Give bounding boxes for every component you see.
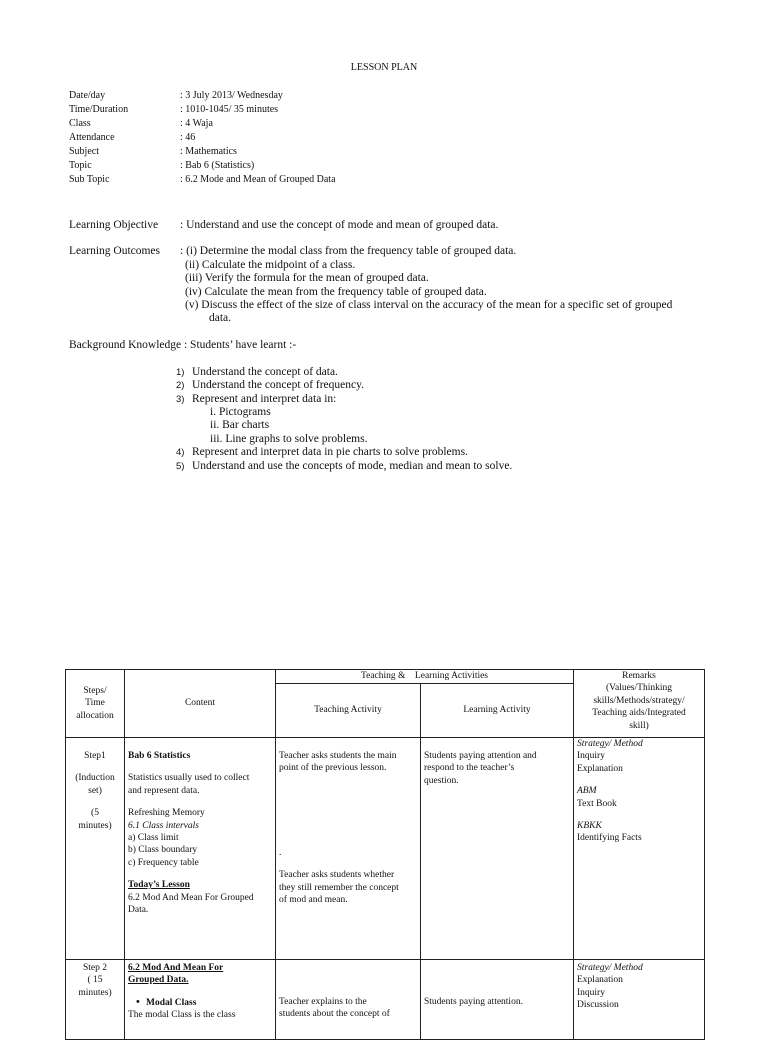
info-label-class: Class bbox=[69, 118, 91, 129]
header-teaching-learning: Teaching & Learning Activities bbox=[276, 670, 574, 684]
objective-value: : Understand and use the concept of mode and mean of grouped data. bbox=[180, 219, 499, 231]
learning-text: Students paying attention. bbox=[424, 997, 523, 1007]
remarks-heading: Strategy/ Method bbox=[577, 739, 643, 749]
objective-label: Learning Objective bbox=[69, 219, 159, 231]
info-value-class: : 4 Waja bbox=[180, 118, 213, 129]
header-remarks: Remarks (Values/Thinking skills/Methods/strategy/ Teaching aids/Integrated skill) bbox=[574, 670, 705, 738]
background-item bbox=[176, 446, 468, 458]
step1-content bbox=[125, 738, 276, 960]
step2-label: Step 2 ( 15 minutes) bbox=[66, 960, 125, 1040]
content-bullet: • Modal Class bbox=[128, 997, 272, 1009]
item-text: Represent and interpret data in pie charts to solve problems. bbox=[192, 446, 468, 458]
item-number: 2) bbox=[176, 380, 185, 391]
step2-content bbox=[125, 960, 276, 1040]
teaching-text: Teacher asks students whether they still remember the concept of mod and mean. bbox=[279, 870, 399, 906]
step2-learning bbox=[421, 960, 574, 1040]
info-value-attendance: : 46 bbox=[180, 132, 196, 143]
info-label-topic: Topic bbox=[69, 160, 92, 171]
remarks-text: Explanation Inquiry Discussion bbox=[577, 975, 623, 1011]
step2-remarks bbox=[574, 960, 705, 1040]
background-item bbox=[176, 393, 336, 405]
info-label-date: Date/day bbox=[69, 90, 106, 101]
item-number: 3) bbox=[176, 394, 185, 405]
header-steps: Steps/ Time allocation bbox=[66, 670, 125, 738]
content-text: The modal Class is the class bbox=[128, 1010, 236, 1021]
info-value-subject: : Mathematics bbox=[180, 146, 237, 157]
background-item bbox=[176, 460, 512, 472]
background-subitem: i. Pictograms bbox=[210, 406, 271, 418]
item-text: Represent and interpret data in: bbox=[192, 393, 337, 405]
remarks-text: Inquiry Explanation bbox=[577, 751, 623, 774]
background-heading: Background Knowledge : Students’ have learnt :- bbox=[69, 339, 297, 351]
step1-phase: (Induction set) bbox=[75, 773, 115, 796]
remarks-text: Identifying Facts bbox=[577, 833, 642, 844]
item-text: Understand the concept of frequency. bbox=[192, 379, 365, 391]
header-content: Content bbox=[125, 670, 276, 738]
step1-label: Step1 bbox=[84, 751, 106, 761]
info-label-attendance: Attendance bbox=[69, 132, 115, 143]
item-number: 5) bbox=[176, 461, 185, 472]
outcome-3: (iii) Verify the formula for the mean of grouped data. bbox=[185, 272, 429, 284]
content-heading: Today’s Lesson bbox=[128, 880, 190, 891]
step1-remarks bbox=[574, 738, 705, 960]
background-subitem: iii. Line graphs to solve problems. bbox=[210, 433, 368, 445]
info-value-date: : 3 July 2013/ Wednesday bbox=[180, 90, 283, 101]
outcome-5-cont: data. bbox=[209, 312, 232, 324]
background-item bbox=[176, 366, 338, 378]
item-text: Understand the concept of data. bbox=[192, 366, 338, 378]
step2-teaching bbox=[276, 960, 421, 1040]
header-teaching-activity: Teaching Activity bbox=[276, 684, 421, 738]
teaching-text: . bbox=[279, 847, 282, 858]
content-heading: 6.2 Mod And Mean For Grouped Data. bbox=[128, 963, 224, 986]
info-label-subject: Subject bbox=[69, 146, 99, 157]
item-number: 1) bbox=[176, 367, 185, 378]
background-subitem: ii. Bar charts bbox=[210, 419, 270, 431]
teaching-text: Teacher asks students the main point of the previous lesson. bbox=[279, 751, 397, 774]
remarks-text: Text Book bbox=[577, 798, 617, 809]
outcome-4: (iv) Calculate the mean from the frequency table of grouped data. bbox=[185, 286, 487, 298]
remarks-heading: KBKK bbox=[577, 821, 602, 832]
header-learning-activity: Learning Activity bbox=[421, 684, 574, 738]
background-item bbox=[176, 379, 364, 391]
teaching-text: Teacher explains to the students about the concept of bbox=[279, 997, 390, 1020]
info-label-time: Time/Duration bbox=[69, 104, 129, 115]
content-subheading: 6.1 Class intervals bbox=[128, 820, 199, 831]
remarks-heading: Strategy/ Method bbox=[577, 963, 643, 973]
step1-teaching bbox=[276, 738, 421, 960]
outcome-1: : (i) Determine the modal class from the frequency table of grouped data. bbox=[180, 245, 517, 257]
info-label-subtopic: Sub Topic bbox=[69, 174, 110, 185]
page-title: LESSON PLAN bbox=[350, 62, 418, 73]
info-value-subtopic: : 6.2 Mode and Mean of Grouped Data bbox=[180, 174, 336, 185]
outcomes-label: Learning Outcomes bbox=[69, 245, 161, 257]
outcome-2: (ii) Calculate the midpoint of a class. bbox=[185, 259, 356, 271]
item-number: 4) bbox=[176, 447, 185, 458]
step1-cell bbox=[66, 738, 125, 960]
content-text: Statistics usually used to collect and represent data. bbox=[128, 773, 250, 796]
content-heading: Bab 6 Statistics bbox=[128, 751, 191, 761]
content-text: 6.2 Mod And Mean For Grouped Data. bbox=[128, 892, 254, 916]
step1-time: (5 minutes) bbox=[78, 808, 112, 831]
learning-text: Students paying attention and respond to the teacher’s question. bbox=[424, 751, 537, 786]
content-text: Refreshing Memory bbox=[128, 808, 205, 819]
item-text: Understand and use the concepts of mode, median and mean to solve. bbox=[192, 460, 513, 472]
info-value-topic: : Bab 6 (Statistics) bbox=[180, 160, 255, 171]
content-list: a) Class limit b) Class boundary c) Frequency table bbox=[128, 833, 199, 868]
remarks-heading: ABM bbox=[577, 786, 597, 797]
info-value-time: : 1010-1045/ 35 minutes bbox=[180, 104, 279, 115]
outcome-5: (v) Discuss the effect of the size of class interval on the accuracy of the mean for a specific set of grouped bbox=[185, 299, 673, 311]
lesson-table bbox=[65, 669, 705, 1040]
step1-learning bbox=[421, 738, 574, 960]
